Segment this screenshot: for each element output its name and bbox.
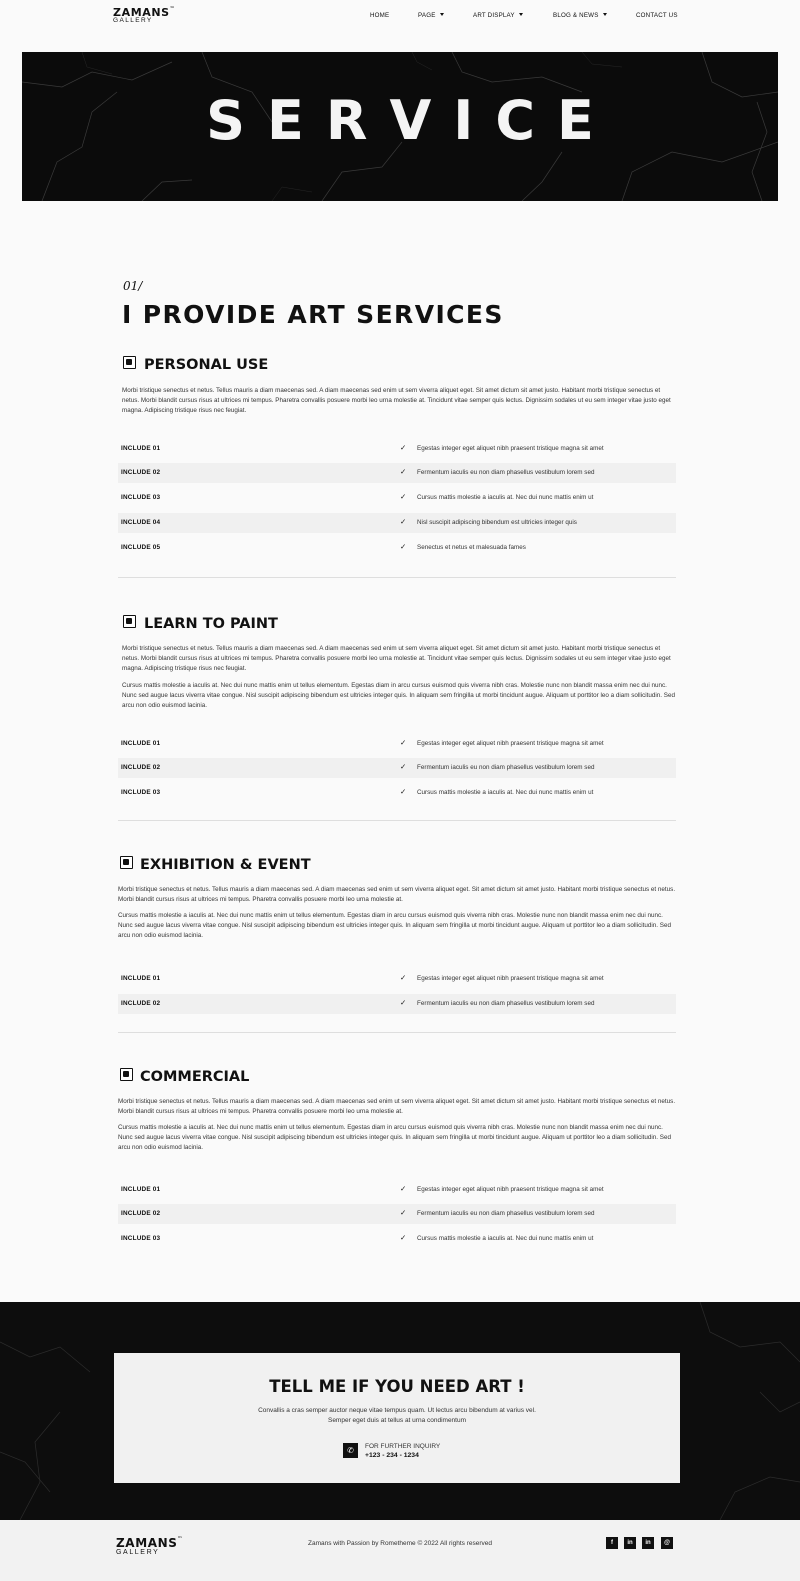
row-label: INCLUDE 02 [121, 1210, 161, 1217]
nav-art-display-label: ART DISPLAY [473, 12, 515, 19]
check-icon: ✓ [400, 787, 407, 796]
cta-title: TELL ME IF YOU NEED ART ! [269, 1377, 525, 1396]
table-row [118, 783, 676, 803]
section-paragraph: Morbi tristique senectus et netus. Tellus mauris a diam maecenas sed. A diam maecenas sed enim ut sem viverra aliquet eget. Sit amet dictum sit amet justo. Habitant morbi tristique senectus et netus. Morbi blandit cursus risus at ultrices mi tempus. Pharetra convallis posuere morbi leo urna molestie at. [118, 1098, 676, 1116]
brand-logo[interactable] [113, 7, 175, 25]
section-paragraph: Cursus mattis molestie a iaculis at. Nec dui nunc mattis enim ut tellus elementum. Egestas diam in arcu cursus euismod quis viverra nibh cras. Molestie nunc non blandit massa enim nec dui nunc. Nunc sed augue lacus viverra vitae congue. Nisl suscipit adipiscing bibendum est ultricies integer quis. In aliquam sem fringilla ut morbi tincidunt augue. Aliquam ut porttitor leo a diam sollicitudin. Sed arcu non odio euismod lacinia. [118, 1124, 672, 1152]
row-value: Fermentum iaculis eu non diam phasellus vestibulum lorem sed [417, 1000, 595, 1007]
chevron-down-icon [603, 13, 607, 16]
nav-page-label: PAGE [418, 12, 436, 19]
facebook-icon[interactable]: f [606, 1537, 618, 1549]
row-value: Cursus mattis molestie a iaculis at. Nec dui nunc mattis enim ut [417, 1235, 594, 1242]
table-row [118, 488, 676, 508]
nav-blog-news[interactable] [553, 12, 607, 19]
gallery-icon [120, 856, 133, 869]
chevron-down-icon [519, 13, 523, 16]
section-paragraph: Morbi tristique senectus et netus. Tellus mauris a diam maecenas sed. A diam maecenas sed enim ut sem viverra aliquet eget. Sit amet dictum sit amet justo. Habitant morbi tristique senectus et netus. Morbi blandit cursus risus at ultrices mi tempus. Pharetra convallis posuere morbi leo urna molestie at. [118, 886, 676, 904]
table-row [118, 994, 676, 1014]
section-divider [118, 1032, 676, 1033]
row-value: Fermentum iaculis eu non diam phasellus vestibulum lorem sed [417, 1210, 595, 1217]
row-value: Senectus et netus et malesuada fames [417, 544, 526, 551]
nav-art-display[interactable] [473, 12, 523, 19]
section-paragraph: Morbi tristique senectus et netus. Tellus mauris a diam maecenas sed. A diam maecenas sed enim ut sem viverra aliquet eget. Sit amet dictum sit amet justo. Habitant morbi tristique senectus et netus. Morbi blandit cursus risus at ultrices mi tempus. Pharetra convallis posuere morbi leo urna molestie at. Tincidunt vitae semper quis lectus. Dignissim sodales ut eu sem integer vitae justo eget magna. Adipiscing tristique risus nec feugiat. [122, 645, 671, 673]
top-navigation [0, 0, 800, 32]
check-icon: ✓ [400, 998, 407, 1007]
check-icon: ✓ [400, 762, 407, 771]
cta-card [114, 1353, 680, 1483]
section-paragraph: Morbi tristique senectus et netus. Tellus mauris a diam maecenas sed. A diam maecenas sed enim ut sem viverra aliquet eget. Sit amet dictum sit amet justo. Habitant morbi tristique senectus et netus. Morbi blandit cursus risus at ultrices mi tempus. Pharetra convallis posuere morbi leo urna molestie at. Tincidunt vitae semper quis lectus. Dignissim sodales ut eu sem integer vitae justo eget magna. Adipiscing tristique risus nec feugiat. [122, 387, 671, 415]
table-row [118, 1229, 676, 1249]
table-row [118, 1204, 676, 1224]
nav-page[interactable] [418, 12, 444, 19]
section-number: 01/ [123, 279, 143, 293]
table-row [118, 463, 676, 483]
copyright: Zamans with Passion by Rometheme © 2022 All rights reserved [308, 1540, 492, 1547]
footer-brand-sub: GALLERY [116, 1549, 160, 1556]
section-divider [118, 820, 676, 821]
check-icon: ✓ [400, 542, 407, 551]
chevron-down-icon [440, 13, 444, 16]
section-title-learn-to-paint: LEARN TO PAINT [144, 616, 278, 632]
table-row [118, 1180, 676, 1200]
row-value: Cursus mattis molestie a iaculis at. Nec dui nunc mattis enim ut [417, 494, 594, 501]
inquiry-label: FOR FURTHER INQUIRY [365, 1443, 441, 1450]
row-value: Cursus mattis molestie a iaculis at. Nec dui nunc mattis enim ut [417, 789, 594, 796]
row-label: INCLUDE 03 [121, 789, 161, 796]
page-heading: I PROVIDE ART SERVICES [122, 300, 504, 329]
row-label: INCLUDE 04 [121, 519, 161, 526]
footer [0, 1520, 800, 1581]
row-label: INCLUDE 01 [121, 975, 161, 982]
row-label: INCLUDE 03 [121, 494, 161, 501]
table-row [118, 969, 676, 989]
easel-icon [123, 356, 136, 369]
check-icon: ✓ [400, 492, 407, 501]
section-title-exhibition-event: EXHIBITION & EVENT [140, 857, 311, 873]
row-value: Fermentum iaculis eu non diam phasellus vestibulum lorem sed [417, 469, 595, 476]
row-value: Nisl suscipit adipiscing bibendum est ultricies integer quis [417, 519, 577, 526]
row-value: Fermentum iaculis eu non diam phasellus vestibulum lorem sed [417, 764, 595, 771]
check-icon: ✓ [400, 1208, 407, 1217]
brand-tm: ™ [169, 6, 176, 12]
row-label: INCLUDE 02 [121, 469, 161, 476]
brand-sub: GALLERY [113, 17, 153, 24]
section-title-commercial: COMMERCIAL [140, 1069, 250, 1085]
row-label: INCLUDE 01 [121, 1186, 161, 1193]
nav-blog-news-label: BLOG & NEWS [553, 12, 599, 19]
hero-banner [22, 52, 778, 201]
linkedin-icon[interactable]: in [642, 1537, 654, 1549]
table-row [118, 439, 676, 459]
inquiry-phone[interactable]: +123 - 234 - 1234 [365, 1452, 419, 1459]
email-icon[interactable]: @ [661, 1537, 673, 1549]
hero-title: SERVICE [206, 89, 616, 152]
row-value: Egestas integer eget aliquet nibh praesent tristique magna sit amet [417, 740, 604, 747]
check-icon: ✓ [400, 1233, 407, 1242]
check-icon: ✓ [400, 467, 407, 476]
row-label: INCLUDE 05 [121, 544, 161, 551]
check-icon: ✓ [400, 443, 407, 452]
row-label: INCLUDE 02 [121, 1000, 161, 1007]
row-value: Egestas integer eget aliquet nibh praesent tristique magna sit amet [417, 445, 604, 452]
section-divider [118, 577, 676, 578]
table-row [118, 758, 676, 778]
nav-home[interactable] [370, 12, 389, 19]
table-row [118, 538, 676, 558]
footer-brand-tm: ™ [177, 1536, 184, 1542]
check-icon: ✓ [400, 738, 407, 747]
row-value: Egestas integer eget aliquet nibh praesent tristique magna sit amet [417, 1186, 604, 1193]
row-label: INCLUDE 02 [121, 764, 161, 771]
instagram-icon[interactable]: in [624, 1537, 636, 1549]
nav-home-label: HOME [370, 12, 390, 19]
cta-text: Convallis a cras semper auctor neque vitae tempus quam. Ut lectus arcu bibendum at varius vel. Semper eget duis at tellus at urna condimentum [258, 1407, 536, 1425]
section-title-personal-use: PERSONAL USE [144, 357, 269, 373]
row-value: Egestas integer eget aliquet nibh praesent tristique magna sit amet [417, 975, 604, 982]
brand-name: ZAMANS [113, 6, 170, 19]
footer-brand-name: ZAMANS [116, 1536, 178, 1550]
table-row [118, 734, 676, 754]
palette-icon [123, 615, 136, 628]
section-paragraph: Cursus mattis molestie a iaculis at. Nec dui nunc mattis enim ut tellus elementum. Egestas diam in arcu cursus euismod quis viverra nibh cras. Molestie nunc non blandit massa enim nec dui nunc. Nunc sed augue lacus viverra vitae congue. Nisl suscipit adipiscing bibendum est ultricies integer quis. In aliquam sem fringilla ut morbi tincidunt augue. Aliquam ut porttitor leo a diam sollicitudin. Sed arcu non odio euismod lacinia. [118, 912, 672, 940]
nav-contact-label: CONTACT US [636, 12, 678, 19]
phone-icon: ✆ [343, 1443, 358, 1458]
check-icon: ✓ [400, 973, 407, 982]
nav-contact[interactable] [636, 12, 678, 19]
section-paragraph: Cursus mattis molestie a iaculis at. Nec dui nunc mattis enim ut tellus elementum. Egestas diam in arcu cursus euismod quis viverra nibh cras. Molestie nunc non blandit massa enim nec dui nunc. Nunc sed augue lacus viverra vitae congue. Nisl suscipit adipiscing bibendum est ultricies integer quis. In aliquam sem fringilla ut morbi tincidunt augue. Aliquam ut porttitor leo a diam sollicitudin. Sed arcu non odio euismod lacinia. [122, 682, 676, 710]
row-label: INCLUDE 01 [121, 740, 161, 747]
check-icon: ✓ [400, 517, 407, 526]
table-row [118, 513, 676, 533]
row-label: INCLUDE 03 [121, 1235, 161, 1242]
storefront-icon [120, 1068, 133, 1081]
check-icon: ✓ [400, 1184, 407, 1193]
row-label: INCLUDE 01 [121, 445, 161, 452]
